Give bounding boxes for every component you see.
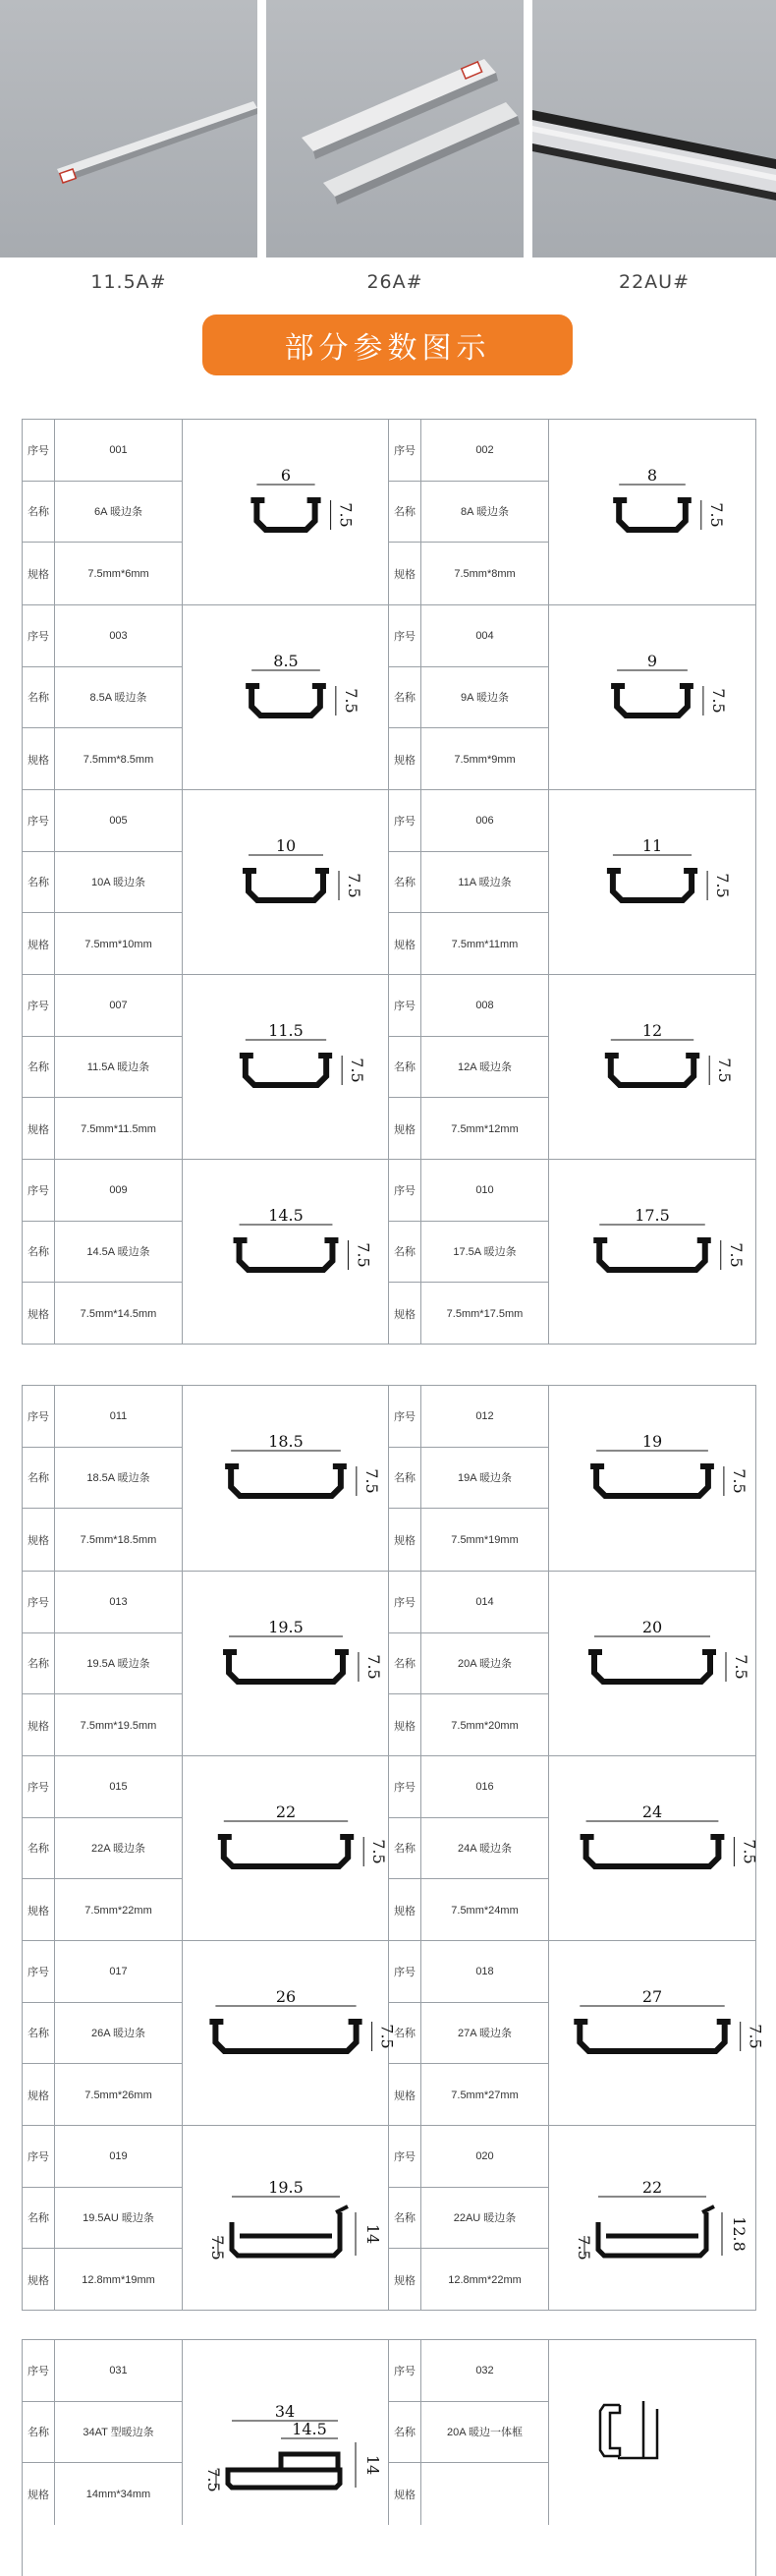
table-row [23,974,755,1160]
profile-drawing [183,2126,389,2311]
field-value-name: 8.5A 暖边条 [55,667,183,729]
profile-drawing [549,1756,759,1941]
field-value-name: 18.5A 暖边条 [55,1448,183,1510]
table-row [23,604,755,790]
width-dimension-label: 12 [641,1021,663,1040]
field-label-seq: 序号 [23,1572,55,1633]
field-value-name: 27A 暖边条 [421,2003,549,2065]
field-label-spec: 规格 [389,2249,421,2311]
width-dimension-label: 34 [274,2402,296,2421]
field-value-seq: 005 [55,790,183,852]
field-value-spec: 7.5mm*11.5mm [55,1098,183,1160]
table-row [23,1940,765,2126]
field-label-spec: 规格 [389,2064,421,2126]
caption-26a: 26A# [366,271,423,293]
field-label-name: 名称 [389,1633,421,1695]
table-row [23,420,755,604]
field-value-spec: 7.5mm*12mm [421,1098,549,1160]
height-dimension-label: 7.5 [361,1468,381,1494]
field-value-seq: 009 [55,1160,183,1222]
profile-drawing [549,605,755,790]
field-label-seq: 序号 [389,605,421,667]
field-label-seq: 序号 [23,790,55,852]
table-row [23,2125,755,2311]
profile-diagram [549,2126,755,2311]
field-value-spec: 7.5mm*10mm [55,913,183,975]
field-value-seq: 012 [421,1386,549,1448]
field-label-seq: 序号 [389,1572,421,1633]
field-label-spec: 规格 [389,1283,421,1345]
product-cell [23,1572,389,1756]
profile-diagram [183,1941,397,2126]
field-value-name: 10A 暖边条 [55,852,183,914]
width-dimension-label: 19 [641,1432,663,1451]
height-dimension-label: 7.5 [369,1839,389,1864]
caption-11-5a: 11.5A# [90,271,167,293]
width-dimension-label: 19.5 [268,2178,304,2197]
field-label-seq: 序号 [23,1160,55,1222]
product-cell [389,2340,755,2525]
field-value-name: 19.5A 暖边条 [55,1633,183,1695]
field-label-seq: 序号 [389,975,421,1037]
field-label-spec: 规格 [23,913,55,975]
product-cell [23,2340,389,2525]
field-value-spec: 7.5mm*14.5mm [55,1283,183,1345]
field-value-seq: 031 [55,2340,183,2402]
profile-diagram [183,790,389,975]
field-value-spec: 7.5mm*8.5mm [55,728,183,790]
field-label-seq: 序号 [389,1386,421,1448]
field-label-name: 名称 [23,667,55,729]
field-label-seq: 序号 [23,1941,55,2003]
profile-shape [249,871,323,900]
field-value-spec: 14mm*34mm [55,2463,183,2525]
field-label-seq: 序号 [389,1756,421,1818]
field-value-seq: 011 [55,1386,183,1448]
field-value-seq: 010 [421,1160,549,1222]
height2-dimension-label: 7.5 [575,2235,593,2261]
product-cell [389,2126,755,2311]
profile-diagram [183,1756,389,1941]
field-label-spec: 规格 [23,1098,55,1160]
table-row [23,2340,755,2525]
field-value-seq: 018 [421,1941,549,2003]
field-value-seq: 013 [55,1572,183,1633]
field-label-seq: 序号 [389,1941,421,2003]
product-photo-11-5a [0,0,257,258]
height-dimension-label: 7.5 [354,1242,373,1268]
field-value-seq: 014 [421,1572,549,1633]
profile-shape [600,2405,620,2456]
profile-drawing [549,420,755,604]
field-label-seq: 序号 [389,420,421,482]
product-cell [23,1756,389,1941]
field-value-spec: 7.5mm*8mm [421,543,549,604]
field-value-spec [421,2463,549,2525]
field-value-spec: 7.5mm*6mm [55,543,183,604]
profile-diagram [183,1160,389,1345]
field-value-seq: 003 [55,605,183,667]
field-label-spec: 规格 [23,728,55,790]
field-value-seq: 017 [55,1941,183,2003]
profile-shape [596,1466,708,1496]
profile-diagram [549,420,755,604]
height2-dimension-label: 7.5 [208,2235,227,2261]
table-row [23,1159,755,1345]
field-value-seq: 020 [421,2126,549,2188]
field-label-name: 名称 [23,2402,55,2464]
profile-drawing [183,2340,389,2525]
product-cell [389,1386,755,1571]
field-label-name: 名称 [23,2003,55,2065]
height-dimension-label: 7.5 [726,1242,746,1268]
profile-drawing [549,975,755,1160]
field-label-name: 名称 [389,1037,421,1099]
product-cell [23,1941,397,2126]
width-dimension-label: 22 [641,2178,663,2197]
field-label-seq: 序号 [389,2126,421,2188]
profile-drawing [549,1386,755,1571]
height-dimension-label: 7.5 [336,502,356,528]
field-value-spec: 7.5mm*17.5mm [421,1283,549,1345]
product-cell [23,790,389,975]
product-cell [389,975,755,1160]
field-label-spec: 规格 [389,1098,421,1160]
product-cell [389,420,755,604]
profile-diagram [549,1941,765,2126]
height-dimension-label: 7.5 [715,1058,735,1083]
profile-diagram [183,1386,389,1571]
product-cell [23,1160,389,1345]
field-label-name: 名称 [389,2402,421,2464]
field-value-spec: 7.5mm*26mm [55,2064,183,2126]
width-dimension-label: 8.5 [273,652,299,670]
profile-diagram [183,420,389,604]
height-dimension-label: 7.5 [746,2024,765,2049]
height-dimension-label: 7.5 [729,1468,748,1494]
field-value-name: 6A 暖边条 [55,482,183,544]
height-dimension-label: 7.5 [713,873,733,898]
field-value-seq: 008 [421,975,549,1037]
profile-diagram [183,2340,389,2525]
profile-drawing [549,2340,755,2525]
profile-drawing [183,1572,389,1756]
field-label-seq: 序号 [23,2126,55,2188]
profile-drawing [549,1941,765,2126]
height-dimension-label: 12.8 [730,2216,748,2252]
width-dimension-label: 10 [275,836,297,855]
field-value-name: 22AU 暖边条 [421,2188,549,2250]
profile-shape [594,1652,710,1682]
profile-drawing [183,605,389,790]
field-label-spec: 规格 [23,1509,55,1571]
height-dimension-label: 7.5 [706,502,726,528]
product-cell [389,1941,765,2126]
field-value-name: 9A 暖边条 [421,667,549,729]
profile-shape [246,1056,326,1085]
profile-diagram [549,1572,755,1756]
field-label-seq: 序号 [389,790,421,852]
field-label-spec: 规格 [23,2249,55,2311]
field-value-spec: 7.5mm*22mm [55,1879,183,1941]
caption-22au: 22AU# [618,271,690,293]
height-dimension-label: 14 [363,2223,382,2245]
profile-shape [224,1837,348,1866]
field-label-spec: 规格 [23,2064,55,2126]
height-dimension-label: 7.5 [341,688,360,714]
field-label-name: 名称 [23,1037,55,1099]
field-value-name: 12A 暖边条 [421,1037,549,1099]
product-cell [389,1572,755,1756]
field-label-name: 名称 [23,1633,55,1695]
height-dimension-label: 7.5 [740,1839,759,1864]
field-label-name: 名称 [389,1448,421,1510]
profile-shape [231,1466,341,1496]
table-row [23,1386,755,1571]
spec-table-2 [22,1385,765,2311]
profile-drawing [183,1386,389,1571]
field-value-seq: 007 [55,975,183,1037]
product-cell [389,1160,755,1345]
field-value-name: 20A 暖边条 [421,1633,549,1695]
field-label-name: 名称 [23,852,55,914]
width-dimension-label: 27 [641,1987,663,2006]
field-label-name: 名称 [389,1818,421,1880]
profile-drawing [549,1572,755,1756]
product-cell [23,2126,389,2311]
field-value-name: 22A 暖边条 [55,1818,183,1880]
profile-diagram [549,1386,755,1571]
width-dimension-label: 9 [646,652,658,670]
width-dimension-label: 18.5 [268,1432,304,1451]
field-label-spec: 规格 [389,1509,421,1571]
table-row [23,789,755,975]
field-label-spec: 规格 [23,1694,55,1756]
section-banner [202,315,573,375]
product-photos [0,0,776,258]
product-cell [23,420,389,604]
field-value-spec: 7.5mm*19.5mm [55,1694,183,1756]
table-row [23,1755,759,1941]
product-cell [23,605,389,790]
table-row [23,1571,755,1756]
section-title: 部分参数图示 [284,331,491,366]
field-label-name: 名称 [389,1222,421,1284]
profile-diagram [549,1756,759,1941]
field-label-spec: 规格 [389,1879,421,1941]
field-value-name: 20A 暖边一体框 [421,2402,549,2464]
width2-dimension-label: 14.5 [292,2420,327,2438]
field-label-name: 名称 [23,1818,55,1880]
profile-diagram [549,2340,755,2525]
width-dimension-label: 17.5 [635,1206,670,1225]
profile-shape [256,500,314,530]
field-label-seq: 序号 [389,1160,421,1222]
field-label-seq: 序号 [23,605,55,667]
profile-diagram [183,2126,389,2311]
field-label-spec: 规格 [389,728,421,790]
field-label-spec: 规格 [23,2463,55,2525]
height2-dimension-label: 7.5 [204,2467,223,2492]
profile-shape [611,1056,693,1085]
field-label-spec: 规格 [23,1879,55,1941]
profile-drawing [183,790,389,975]
width-dimension-label: 20 [641,1618,663,1636]
height-dimension-label: 7.5 [348,1058,367,1083]
profile-shape [586,1837,719,1866]
width-dimension-label: 6 [280,466,292,485]
width-dimension-label: 24 [641,1803,663,1821]
field-label-spec: 规格 [389,913,421,975]
field-value-name: 19A 暖边条 [421,1448,549,1510]
profile-shape [580,2022,724,2051]
field-value-spec: 7.5mm*20mm [421,1694,549,1756]
profile-drawing [549,790,755,975]
product-photo-22au [532,0,776,258]
field-label-seq: 序号 [23,2340,55,2402]
profile-shape [613,871,692,900]
height-dimension-label: 7.5 [708,688,728,714]
profile-shape [617,686,688,716]
profile-diagram [549,1160,755,1345]
profile-diagram [183,1572,389,1756]
field-label-seq: 序号 [23,1756,55,1818]
field-label-spec: 规格 [389,543,421,604]
field-value-spec: 12.8mm*19mm [55,2249,183,2311]
spec-table-1 [22,419,756,1345]
width-dimension-label: 11 [641,836,663,855]
field-value-name: 26A 暖边条 [55,2003,183,2065]
field-label-seq: 序号 [23,1386,55,1448]
field-value-name: 19.5AU 暖边条 [55,2188,183,2250]
width-dimension-label: 19.5 [268,1618,304,1636]
profile-shape [215,2022,356,2051]
profile-shape [240,1240,333,1270]
profile-drawing [183,420,389,604]
profile-drawing [183,1160,389,1345]
field-value-spec: 7.5mm*9mm [421,728,549,790]
field-label-name: 名称 [23,1448,55,1510]
field-label-name: 名称 [23,482,55,544]
profile-diagram [549,975,755,1160]
field-label-name: 名称 [23,2188,55,2250]
field-label-seq: 序号 [23,975,55,1037]
width-dimension-label: 14.5 [268,1206,304,1225]
field-value-spec: 12.8mm*22mm [421,2249,549,2311]
product-cell [389,1756,759,1941]
height-dimension-label: 14 [363,2454,382,2476]
height-dimension-label: 7.5 [345,873,363,898]
height-dimension-label: 7.5 [377,2024,397,2049]
width-dimension-label: 8 [646,466,658,485]
field-label-seq: 序号 [23,420,55,482]
field-value-name: 14.5A 暖边条 [55,1222,183,1284]
field-value-seq: 015 [55,1756,183,1818]
field-label-seq: 序号 [389,2340,421,2402]
field-value-seq: 001 [55,420,183,482]
profile-shape [229,1652,343,1682]
profile-diagram [549,790,755,975]
field-label-name: 名称 [389,2003,421,2065]
field-value-seq: 002 [421,420,549,482]
profile-drawing [549,1160,755,1345]
field-value-seq: 019 [55,2126,183,2188]
field-value-name: 17.5A 暖边条 [421,1222,549,1284]
product-cell [23,1386,389,1571]
product-cell [23,975,389,1160]
field-label-name: 名称 [23,1222,55,1284]
width-dimension-label: 22 [275,1803,297,1821]
height-dimension-label: 7.5 [732,1654,750,1680]
field-label-name: 名称 [389,2188,421,2250]
field-label-spec: 规格 [23,543,55,604]
spec-table-3 [22,2339,756,2576]
profile-shape [228,2470,340,2488]
field-value-name: 11A 暖边条 [421,852,549,914]
width-dimension-label: 11.5 [268,1021,304,1040]
profile-diagram [183,605,389,790]
field-label-name: 名称 [389,482,421,544]
profile-shape [599,1240,705,1270]
height-dimension-label: 7.5 [363,1654,383,1680]
field-value-name: 34AT 型暖边条 [55,2402,183,2464]
profile-drawing [183,1941,397,2126]
field-value-name: 24A 暖边条 [421,1818,549,1880]
field-label-name: 名称 [389,667,421,729]
profile-drawing [183,975,389,1160]
field-value-spec: 7.5mm*18.5mm [55,1509,183,1571]
product-photo-26a [266,0,524,258]
field-label-name: 名称 [389,852,421,914]
field-label-spec: 规格 [389,2463,421,2525]
product-cell [389,790,755,975]
profile-drawing [183,1756,389,1941]
field-value-name: 8A 暖边条 [421,482,549,544]
field-value-spec: 7.5mm*27mm [421,2064,549,2126]
field-value-spec: 7.5mm*11mm [421,913,549,975]
field-value-seq: 032 [421,2340,549,2402]
field-value-spec: 7.5mm*24mm [421,1879,549,1941]
width-dimension-label: 26 [275,1987,297,2006]
profile-shape [251,686,320,716]
field-value-seq: 016 [421,1756,549,1818]
field-label-spec: 规格 [389,1694,421,1756]
profile-drawing [549,2126,755,2311]
field-label-spec: 规格 [23,1283,55,1345]
field-value-spec: 7.5mm*19mm [421,1509,549,1571]
field-value-seq: 006 [421,790,549,852]
profile-shape [619,500,686,530]
field-value-seq: 004 [421,605,549,667]
profile-diagram [183,975,389,1160]
profile-diagram [549,605,755,790]
product-cell [389,605,755,790]
field-value-name: 11.5A 暖边条 [55,1037,183,1099]
